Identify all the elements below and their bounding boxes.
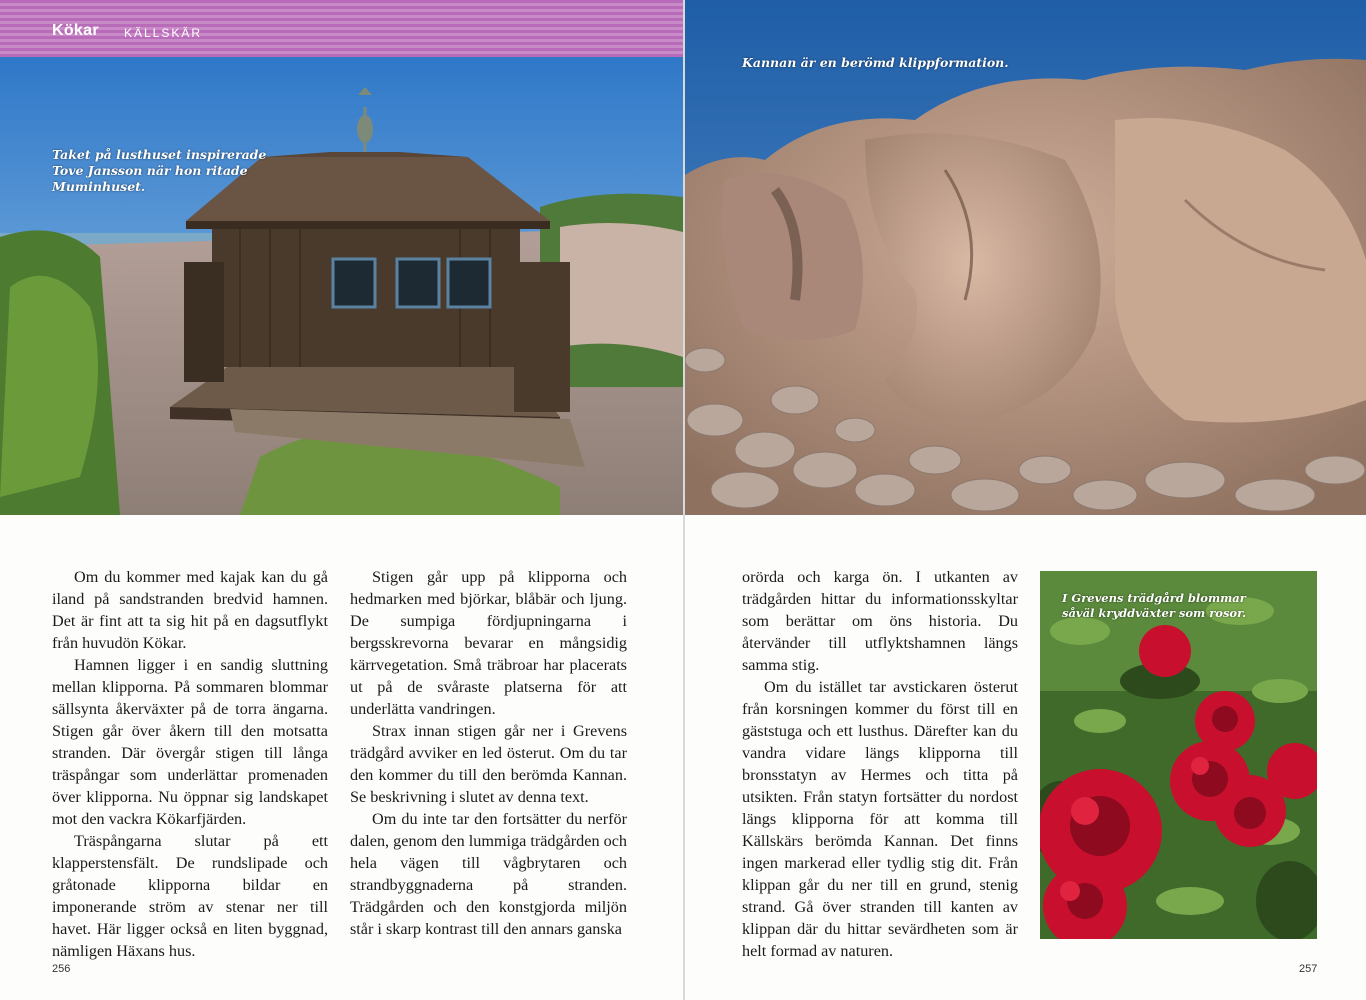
paragraph: Stigen går upp på klipporna och hedmarken med björkar, blåbär och ljung. De sumpiga fördjupningarna i bergsskrevorna bevarar en mångsidig kärrvegetation. Små träbroar har placerats ut på de svåraste platserna för att underlätta vandringen. [350,568,627,718]
page-number-right: 257 [1299,963,1318,975]
chapter-header-band [0,0,683,57]
gazebo-photo [0,57,683,515]
paragraph: Om du istället tar avstickaren österut från korsningen kommer du först till en gäststuga och ett lusthus. Därefter kan du vandra vidare längs klipporna till bronsstatyn av Hermes och titta på utsikten. Från statyn fortsätter du nordost längs klipporna för att komma till Källskärs berömda Kannan. Det finns ingen markerad eller tydlig stig dit. Från klippan går du ner till en grund, stenig strand. Gå över stranden till kanten av klippan där du hittar sevärdheten som är helt formad av naturen. [742,678,1018,960]
right-column-1 [742,566,1018,962]
left-column-2 [350,566,627,940]
chapter-subtitle: KÄLLSKÄR [124,26,203,40]
roses-photo-caption: I Grevens trädgård blommar såväl kryddväxter som rosor. [1062,591,1247,620]
paragraph: Hamnen ligger i en sandig sluttning mellan klipporna. På sommaren blommar sällsynta åkerväxter på de torra ängarna. Stigen går över åkern till den motsatta stranden. Där övergår stigen till långa träspångar som underlättar promenaden över klipporna. Nu öppnar sig landskapet mot den vackra Kökarfjärden. [52,656,328,828]
page-number-left: 256 [52,963,71,975]
paragraph: Om du inte tar den fortsätter du nerför dalen, genom den lummiga trädgården och hela vägen till vågbrytaren och strandbyggnaderna på stranden. Trädgården och den konstgjorda miljön står i skarp kontrast till den annars ganska [350,810,627,938]
left-column-1 [52,566,328,962]
paragraph: Om du kommer med kajak kan du gå iland på sandstranden bredvid hamnen. Det är fint att ta sig hit på en dagsutflykt från huvudön Kökar. [52,568,328,652]
gazebo-photo-caption: Taket på lusthuset inspirerade Tove Jansson när hon ritade Muminhuset. [52,147,267,194]
paragraph: Träspångarna slutar på ett klapperstensfält. De rundslipade och gråtonade klipporna bildar en imponerande ström av stenar ner till havet. Här ligger också en liten byggnad, nämligen Häxans hus. [52,832,328,960]
rock-photo-caption: Kannan är en berömd klippformation. [742,55,1009,70]
chapter-title: Kökar [52,22,99,39]
paragraph: orörda och karga ön. I utkanten av trädgården hittar du informationsskyltar som berättar om öns historia. Du återvänder till utflyktshamnen längs samma stig. [742,568,1018,674]
right-page [685,0,1366,1000]
paragraph: Strax innan stigen går ner i Grevens trädgård avviker en led österut. Om du tar den kommer du till den berömda Kannan. Se beskrivning i slutet av denna text. [350,722,627,806]
roses-photo [1040,571,1317,939]
rock-formation-photo [685,0,1366,515]
